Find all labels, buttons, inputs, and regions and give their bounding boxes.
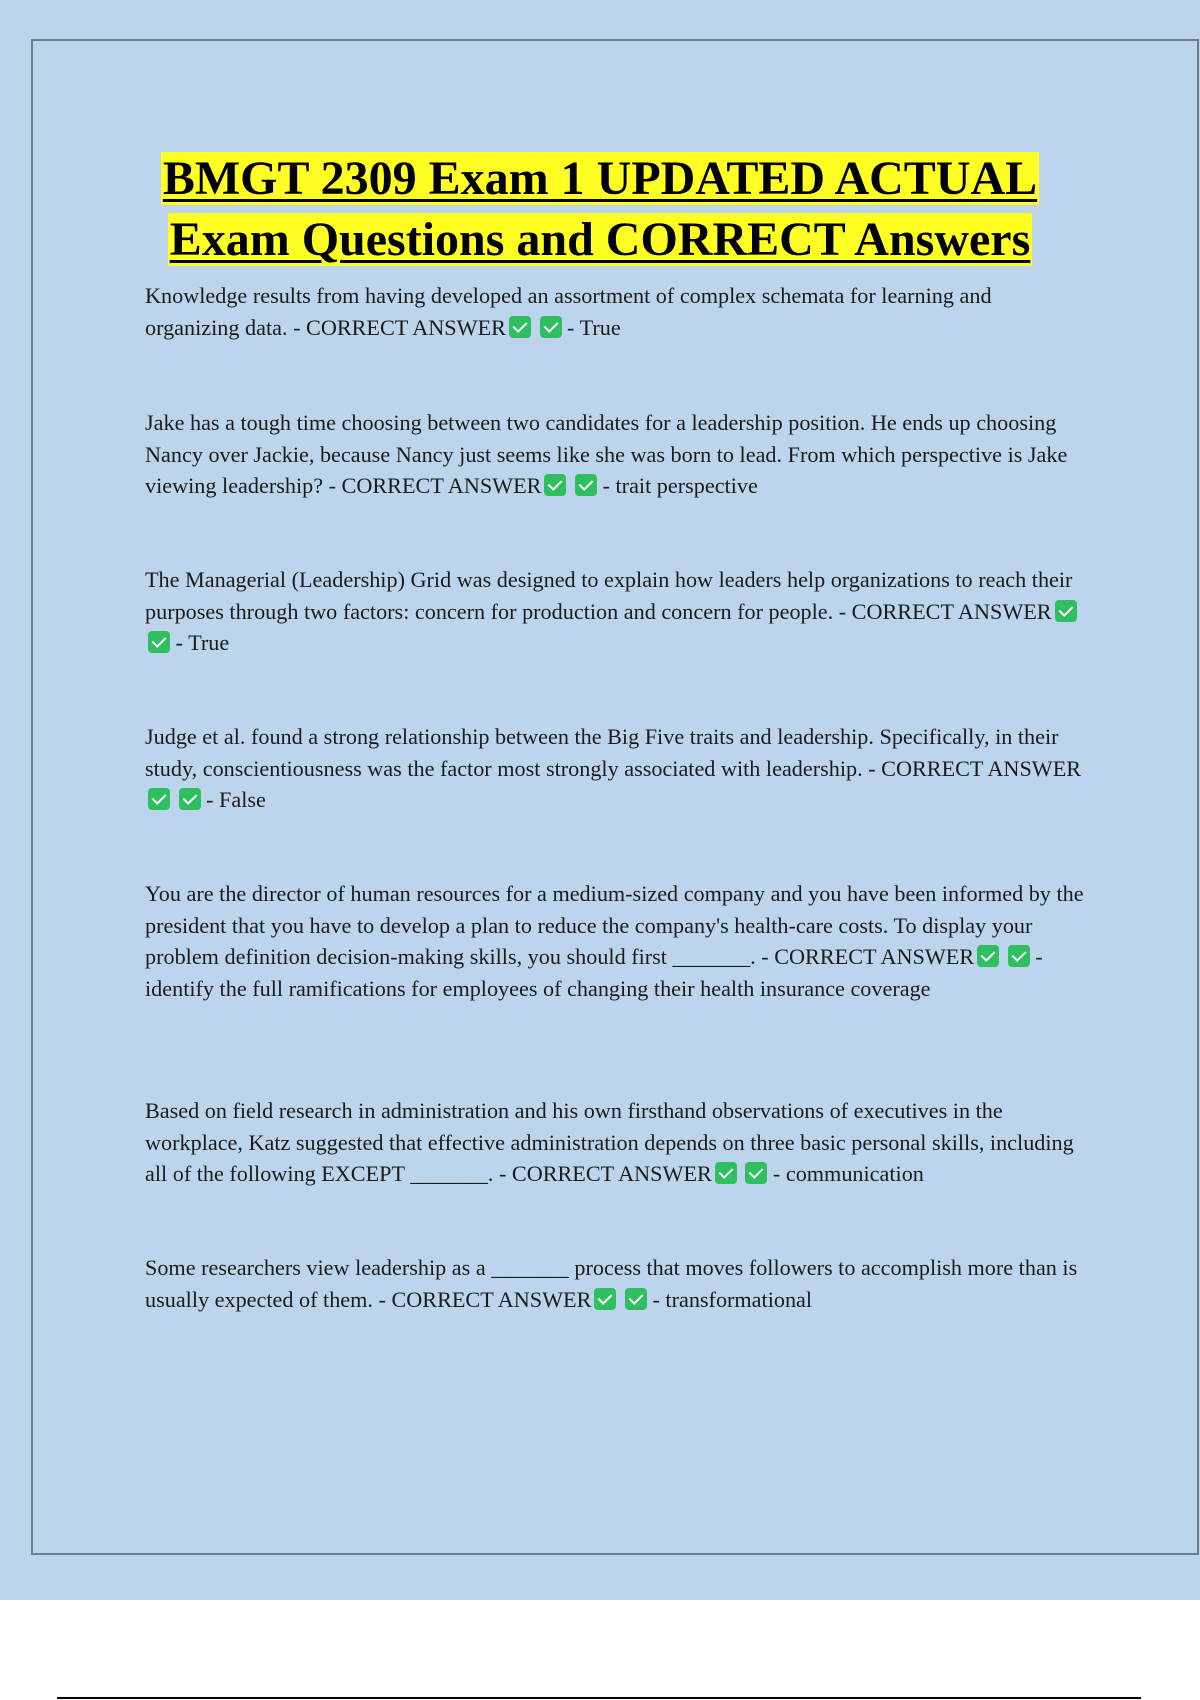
answer-text: - trait perspective (602, 473, 758, 498)
qa-item (145, 1252, 1085, 1315)
white-check-mark-green-box-icon (715, 1162, 737, 1184)
qa-item (145, 280, 1085, 343)
answer-text: - communication (772, 1161, 924, 1186)
question-text: The Managerial (Leadership) Grid was designed to explain how leaders help organizations to reach their purposes through two factors: concern for production and concern for people. (145, 567, 1073, 624)
answer-label: - CORRECT ANSWER (761, 944, 975, 969)
answer-text: - False (206, 787, 266, 812)
white-check-mark-green-box-icon (594, 1288, 616, 1310)
qa-item (145, 564, 1085, 659)
white-check-mark-green-box-icon (1055, 600, 1077, 622)
question-text: Judge et al. found a strong relationship between the Big Five traits and leadership. Specifically, in their study, conscientiousness was the factor most strongly associated with leadership. (145, 724, 1059, 781)
answer-label: - CORRECT ANSWER (378, 1286, 592, 1312)
title-line-1: BMGT 2309 Exam 1 UPDATED ACTUAL (162, 152, 1038, 205)
footer-divider (57, 1697, 1141, 1699)
question-text: Some researchers view leadership as a _______ process that moves followers to accomplish more than is usually expected of them. (145, 1255, 1078, 1312)
white-check-mark-green-box-icon (575, 474, 597, 496)
answer-label: - CORRECT ANSWER (293, 314, 506, 340)
white-check-mark-green-box-icon (745, 1162, 767, 1184)
white-check-mark-green-box-icon (540, 316, 562, 338)
qa-item (145, 878, 1085, 1004)
answer-label: - CORRECT ANSWER (498, 1161, 712, 1186)
question-text: Based on field research in administration and his own firsthand observations of executives in the workplace, Katz suggested that effective administration depends on three basic personal skills, including all of the following EXCEPT _______. (145, 1098, 1074, 1186)
answer-label: - CORRECT ANSWER (868, 755, 1082, 781)
answer-text: - transformational (652, 1286, 813, 1312)
qa-item (145, 1095, 1085, 1190)
white-check-mark-green-box-icon (509, 316, 531, 338)
answer-text: - True (567, 314, 621, 340)
qa-item (145, 407, 1085, 502)
title-line-2: Exam Questions and CORRECT Answers (169, 213, 1031, 266)
white-check-mark-green-box-icon (148, 631, 170, 653)
white-check-mark-green-box-icon (977, 945, 999, 967)
document-title (0, 148, 1200, 270)
question-text: Knowledge results from having developed an assortment of complex schemata for learning and organizing data. (145, 283, 992, 340)
white-check-mark-green-box-icon (179, 788, 201, 810)
question-text: You are the director of human resources for a medium-sized company and you have been informed by the president that you have to develop a plan to reduce the company's health-care costs. To display your problem definition decision-making skills, you should first _______. (145, 881, 1084, 969)
answer-text: - True (175, 630, 230, 655)
question-text: Jake has a tough time choosing between two candidates for a leadership position. He ends up choosing Nancy over Jackie, because Nancy just seems like she was born to lead. From which perspective is Jake viewing leadership? (145, 410, 1068, 498)
white-check-mark-green-box-icon (544, 474, 566, 496)
answer-label: - CORRECT ANSWER (838, 598, 1052, 624)
white-check-mark-green-box-icon (625, 1288, 647, 1310)
white-check-mark-green-box-icon (148, 788, 170, 810)
white-check-mark-green-box-icon (1008, 945, 1030, 967)
qa-item (145, 721, 1085, 816)
answer-text: - identify the full ramifications for employees of changing their health insurance coverage (145, 944, 1043, 1001)
answer-label: - CORRECT ANSWER (328, 473, 542, 498)
